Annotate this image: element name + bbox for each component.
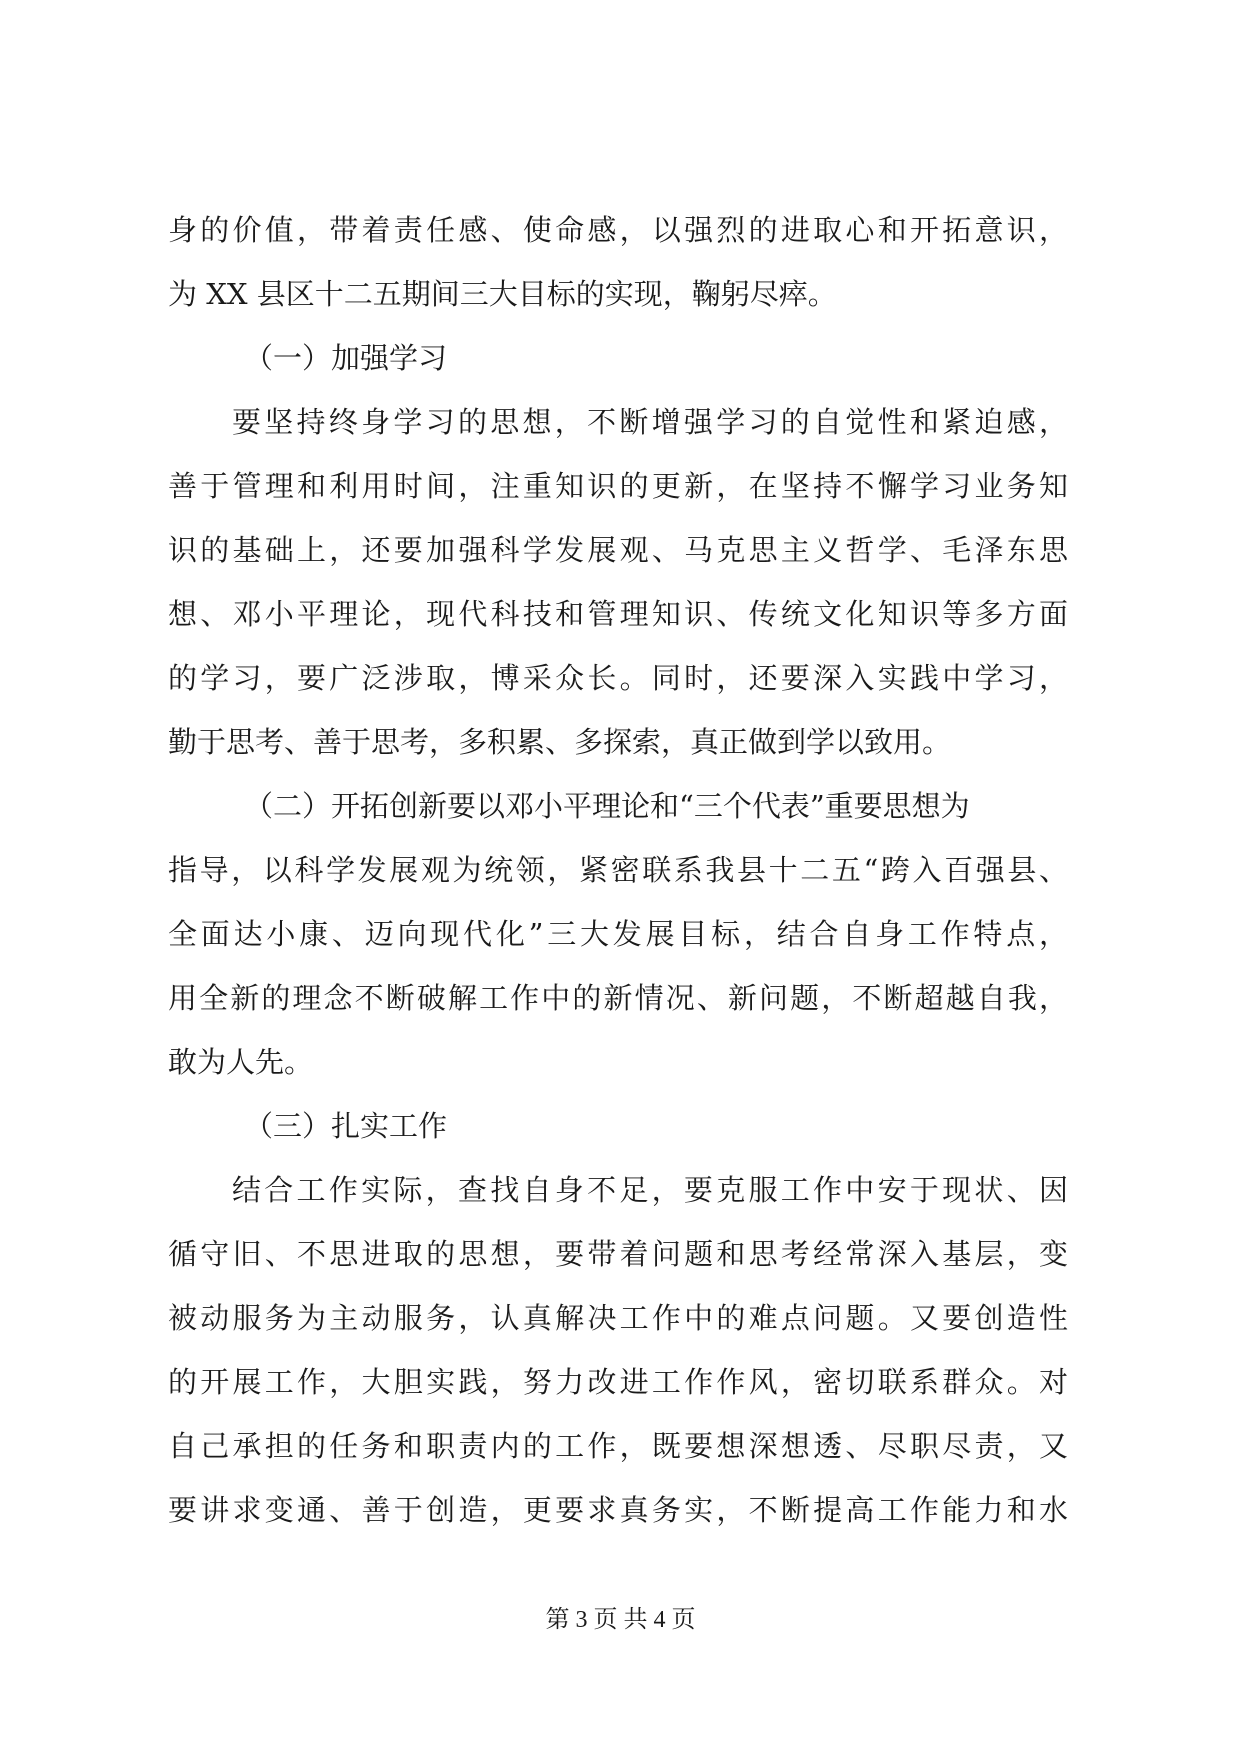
text-line: 指导，以科学发展观为统领，紧密联系我县十二五“跨入百强县、: [168, 853, 1068, 887]
paragraph-first-line: 要坚持终身学习的思想，不断增强学习的自觉性和紧迫感，: [232, 405, 1068, 439]
text-line: 为 XX 县区十二五期间三大目标的实现，鞠躬尽瘁。: [168, 277, 837, 311]
text-line: 的学习，要广泛涉取，博采众长。同时，还要深入实践中学习，: [168, 661, 1068, 695]
text-line: 识的基础上，还要加强科学发展观、马克思主义哲学、毛泽东思: [168, 533, 1068, 567]
text-line: 勤于思考、善于思考，多积累、多探索，真正做到学以致用。: [168, 725, 952, 759]
text-line: 要讲求变通、善于创造，更要求真务实，不断提高工作能力和水: [168, 1493, 1068, 1527]
text-line: 的开展工作，大胆实践，努力改进工作作风，密切联系群众。对: [168, 1365, 1068, 1399]
paragraph-first-line: 结合工作实际，查找自身不足，要克服工作中安于现状、因: [232, 1173, 1068, 1207]
text-line: 敢为人先。: [168, 1045, 314, 1079]
text-line: 身的价值，带着责任感、使命感，以强烈的进取心和开拓意识，: [168, 213, 1068, 247]
text-line: 循守旧、不思进取的思想，要带着问题和思考经常深入基层，变: [168, 1237, 1068, 1271]
text-line: 用全新的理念不断破解工作中的新情况、新问题，不断超越自我，: [168, 981, 1068, 1015]
text-line: 全面达小康、迈向现代化”三大发展目标，结合自身工作特点，: [168, 917, 1068, 951]
section-heading: （二）开拓创新要以邓小平理论和“三个代表”重要思想为: [244, 789, 970, 823]
section-heading: （三）扎实工作: [244, 1109, 448, 1143]
text-line: 被动服务为主动服务，认真解决工作中的难点问题。又要创造性: [168, 1301, 1068, 1335]
text-line: 自己承担的任务和职责内的工作，既要想深想透、尽职尽责，又: [168, 1429, 1068, 1463]
document-body: [168, 198, 1068, 1542]
page-number: 第 3 页 共 4 页: [545, 1607, 696, 1633]
section-heading: （一）加强学习: [244, 341, 448, 375]
text-line: 善于管理和利用时间，注重知识的更新，在坚持不懈学习业务知: [168, 469, 1068, 503]
text-line: 想、邓小平理论，现代科技和管理知识、传统文化知识等多方面: [168, 597, 1068, 631]
